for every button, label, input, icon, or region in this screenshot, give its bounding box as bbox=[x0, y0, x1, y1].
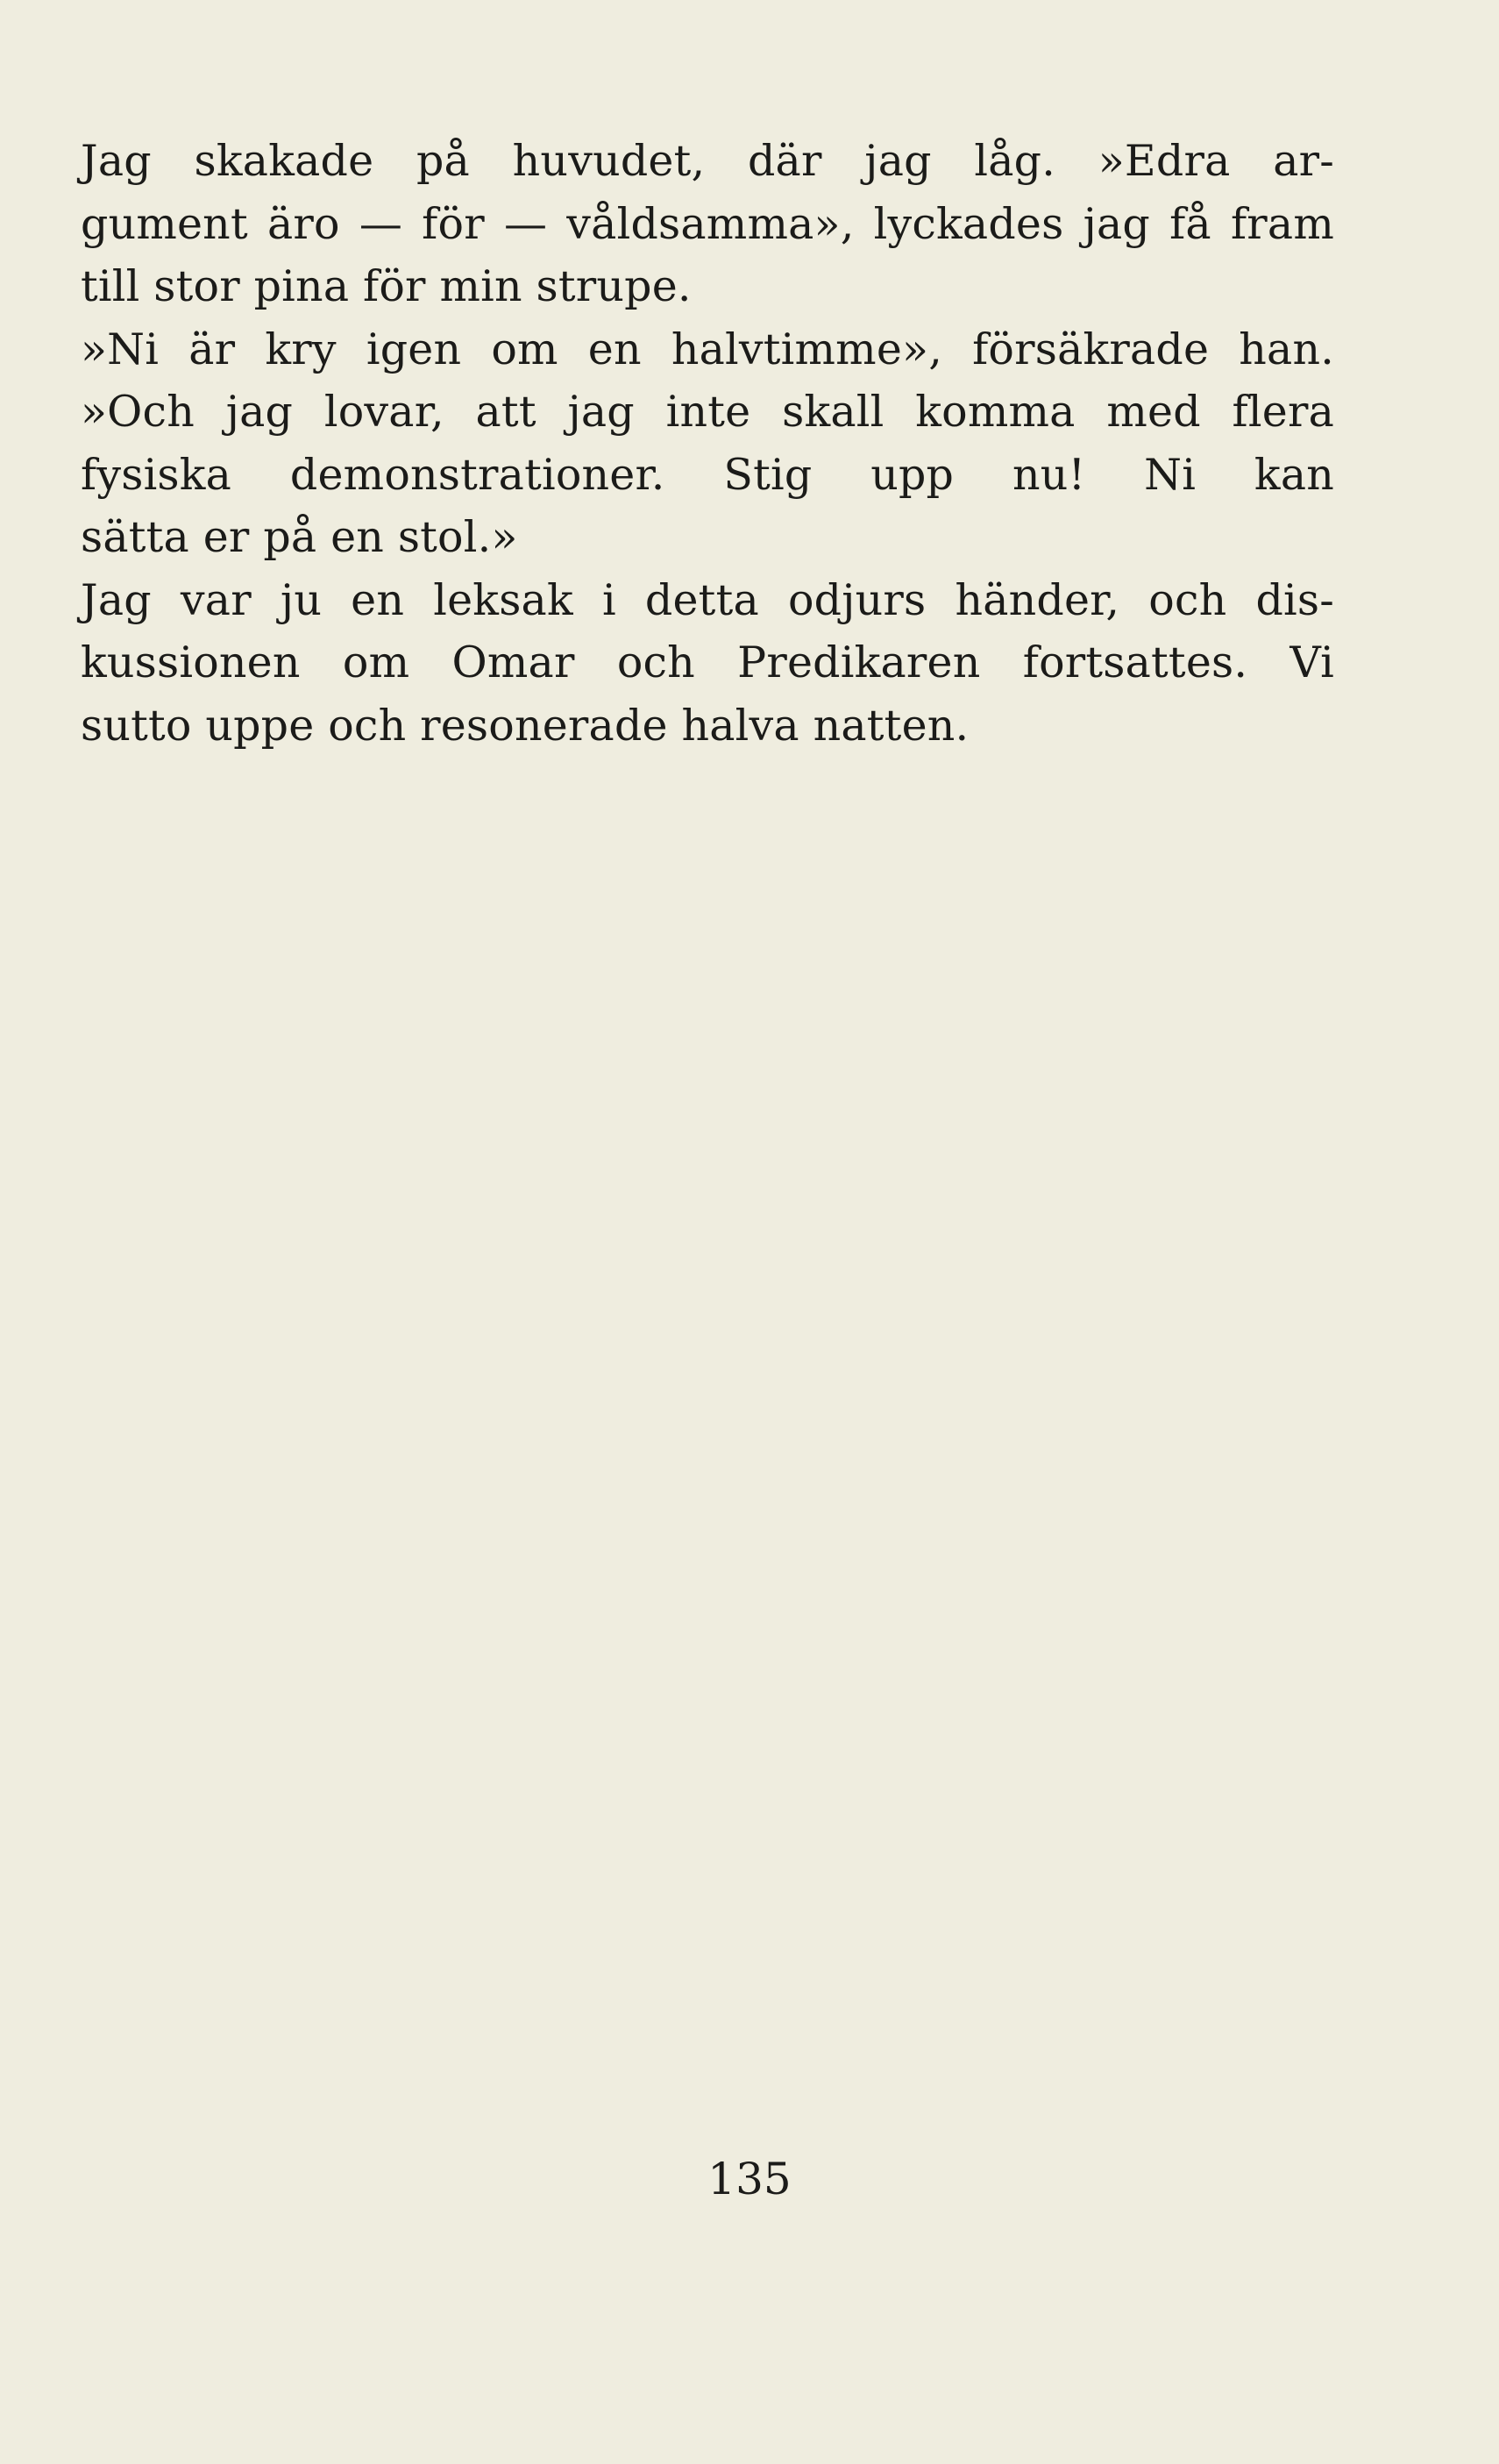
text-line: gument äro — för — våldsamma», lyckades jag få fram bbox=[81, 198, 1334, 249]
text-line: Jag var ju en leksak i detta odjurs händer, och dis- bbox=[81, 574, 1334, 625]
page-number: 135 bbox=[707, 2154, 792, 2204]
text-line: »Och jag lovar, att jag inte skall komma med flera bbox=[81, 387, 1334, 437]
text-line: sutto uppe och resonerade halva natten. bbox=[81, 700, 970, 751]
text-line: kussionen om Omar och Predikaren fortsattes. Vi bbox=[81, 637, 1334, 687]
text-line: »Ni är kry igen om en halvtimme», försäkrade han. bbox=[81, 324, 1334, 374]
text-line: till stor pina för min strupe. bbox=[81, 261, 692, 311]
body-text bbox=[81, 130, 1334, 757]
text-line: fysiska demonstrationer. Stig upp nu! Ni kan bbox=[81, 449, 1334, 500]
text-line: sätta er på en stol.» bbox=[81, 512, 518, 562]
text-line: Jag skakade på huvudet, där jag låg. »Edra ar- bbox=[81, 136, 1334, 186]
